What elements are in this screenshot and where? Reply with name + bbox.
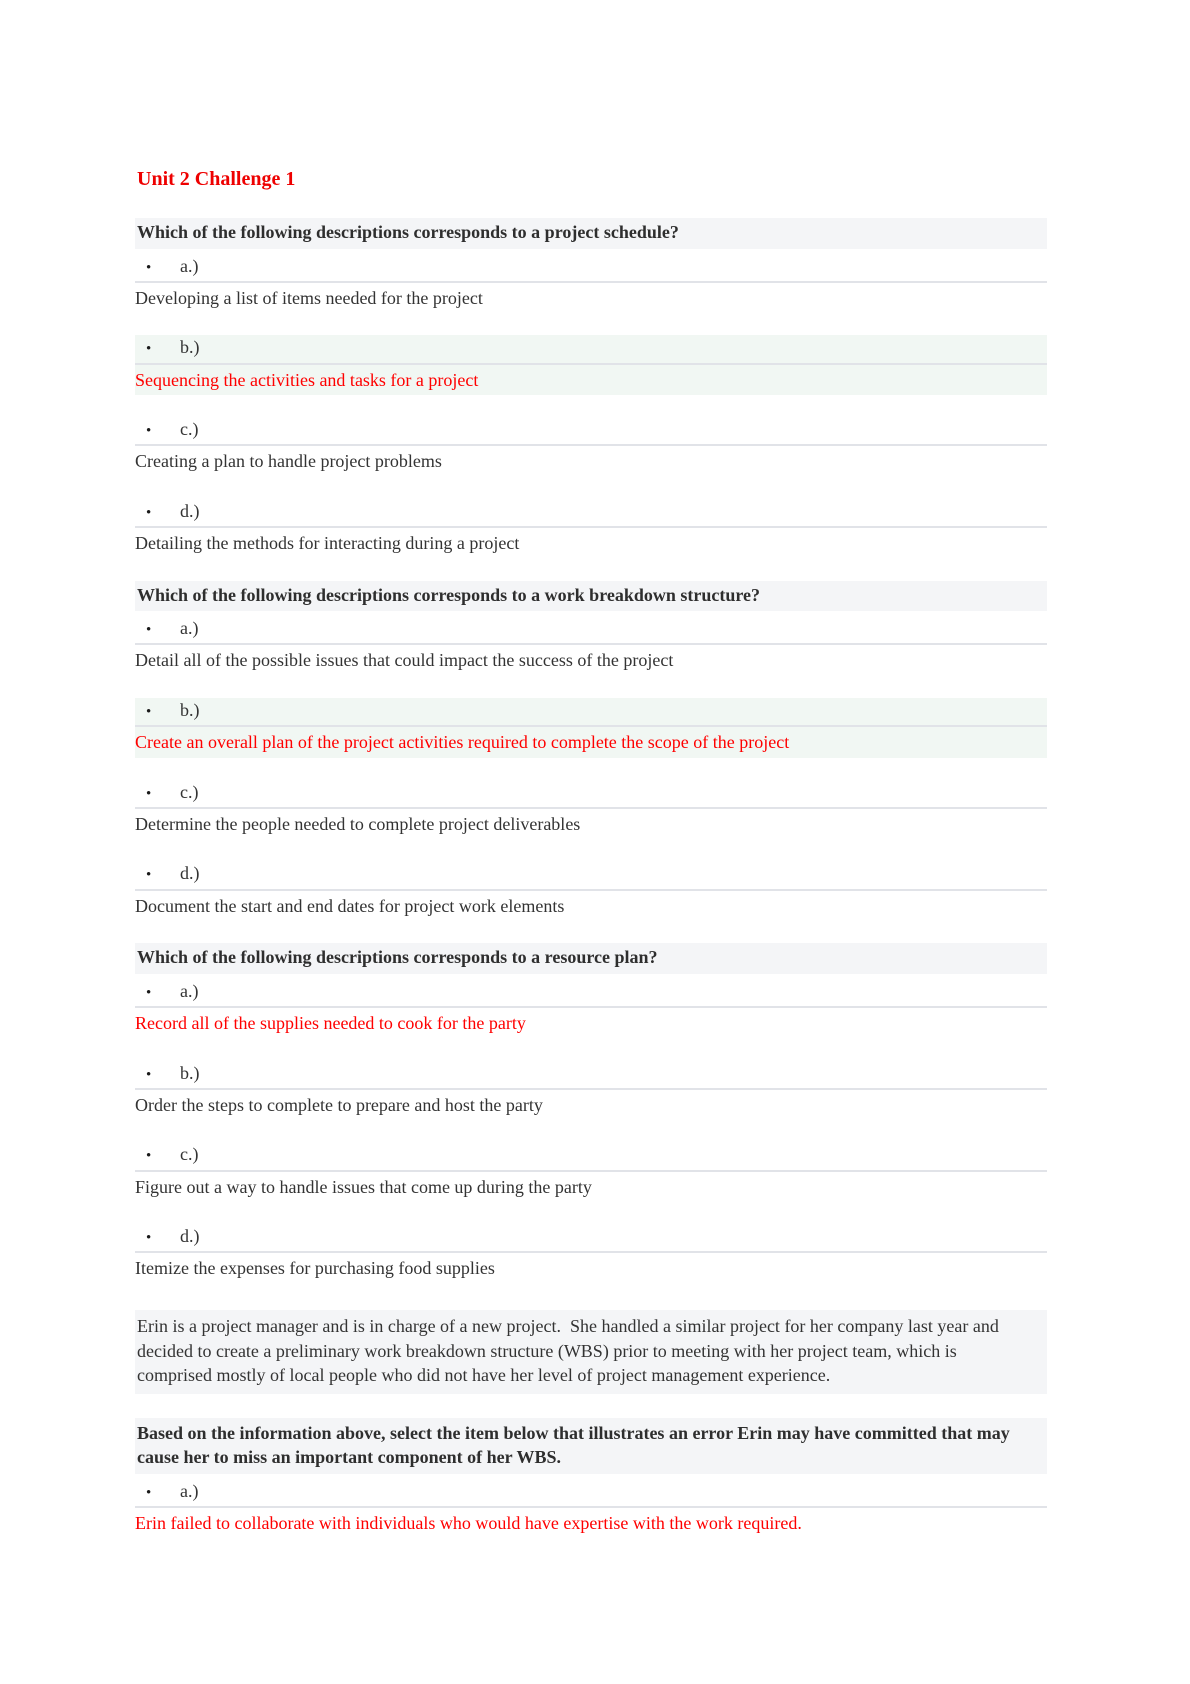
option-group: [135, 254, 1047, 314]
page-title: Unit 2 Challenge 1: [137, 168, 296, 190]
option-group: [135, 417, 1047, 477]
option-label: a.): [180, 618, 199, 639]
bullet-icon: •: [146, 504, 152, 521]
document-page: [135, 168, 1047, 1539]
bullet-icon: •: [146, 785, 152, 802]
question-prompt: Which of the following descriptions corresponds to a resource plan?: [135, 943, 1047, 974]
option-row: [135, 616, 1047, 645]
option-label: c.): [180, 419, 199, 440]
option-answer-selected: Sequencing the activities and tasks for a project: [135, 369, 479, 390]
option-answer: Figure out a way to handle issues that come up during the party: [135, 1176, 592, 1197]
option-label: d.): [180, 863, 200, 884]
option-group: [135, 698, 1047, 758]
option-row: [135, 1061, 1047, 1090]
option-label: a.): [180, 255, 199, 276]
option-group: [135, 861, 1047, 921]
bullet-icon: •: [146, 1485, 152, 1502]
option-row: [135, 979, 1047, 1008]
question-block: [135, 581, 1047, 922]
option-row: [135, 254, 1047, 283]
option-label: b.): [180, 1062, 200, 1083]
option-answer: Order the steps to complete to prepare and host the party: [135, 1094, 543, 1115]
option-row: [135, 1142, 1047, 1171]
question-block: [135, 943, 1047, 1284]
option-answer: Developing a list of items needed for the project: [135, 287, 483, 308]
option-label: d.): [180, 500, 200, 521]
option-row: [135, 335, 1047, 364]
question-prompt: Which of the following descriptions corresponds to a project schedule?: [135, 218, 1047, 249]
option-row: [135, 698, 1047, 727]
bullet-icon: •: [146, 622, 152, 639]
option-row: [135, 499, 1047, 528]
option-row: [135, 417, 1047, 446]
option-answer-selected: Record all of the supplies needed to cook for the party: [135, 1013, 526, 1034]
option-answer: Creating a plan to handle project problems: [135, 451, 442, 472]
bullet-icon: •: [146, 259, 152, 276]
option-answer: Itemize the expenses for purchasing food supplies: [135, 1258, 495, 1279]
bullet-icon: •: [146, 423, 152, 440]
bullet-icon: •: [146, 984, 152, 1001]
option-group: [135, 335, 1047, 395]
option-answer: Determine the people needed to complete project deliverables: [135, 813, 581, 834]
option-row: [135, 861, 1047, 890]
bullet-icon: •: [146, 341, 152, 358]
question-prompt: Based on the information above, select the item below that illustrates an error Erin may have committed that may cause her to miss an important component of her WBS.: [135, 1418, 1047, 1474]
bullet-icon: •: [146, 1066, 152, 1083]
question-block: [135, 1310, 1047, 1539]
option-answer: Detail all of the possible issues that could impact the success of the project: [135, 650, 674, 671]
option-group: [135, 1142, 1047, 1202]
option-group: [135, 616, 1047, 676]
option-row: [135, 1224, 1047, 1253]
option-answer: Detailing the methods for interacting during a project: [135, 533, 520, 554]
option-label: b.): [180, 337, 200, 358]
option-label: d.): [180, 1226, 200, 1247]
option-label: c.): [180, 1144, 199, 1165]
option-answer-selected: Erin failed to collaborate with individuals who would have expertise with the work required.: [135, 1513, 802, 1534]
option-answer-selected: Create an overall plan of the project activities required to complete the scope of the project: [135, 732, 790, 753]
option-group: [135, 499, 1047, 559]
option-group: [135, 979, 1047, 1039]
option-group: [135, 1061, 1047, 1121]
bullet-icon: •: [146, 1230, 152, 1247]
option-label: b.): [180, 699, 200, 720]
bullet-icon: •: [146, 867, 152, 884]
option-group: [135, 1224, 1047, 1284]
option-answer: Document the start and end dates for project work elements: [135, 895, 565, 916]
bullet-icon: •: [146, 703, 152, 720]
question-prompt: Which of the following descriptions corresponds to a work breakdown structure?: [135, 581, 1047, 612]
option-row: [135, 780, 1047, 809]
option-label: a.): [180, 1481, 199, 1502]
option-group: [135, 1479, 1047, 1539]
option-group: [135, 780, 1047, 840]
bullet-icon: •: [146, 1148, 152, 1165]
scenario-paragraph: Erin is a project manager and is in charge of a new project. She handled a similar project for her company last year and decided to create a preliminary work breakdown structure (WBS) prior to meeting with her project team, which is comprised mostly of local people who did not have her level of project management experience.: [135, 1310, 1047, 1394]
option-row: [135, 1479, 1047, 1508]
option-label: c.): [180, 781, 199, 802]
option-label: a.): [180, 980, 199, 1001]
question-block: [135, 218, 1047, 559]
